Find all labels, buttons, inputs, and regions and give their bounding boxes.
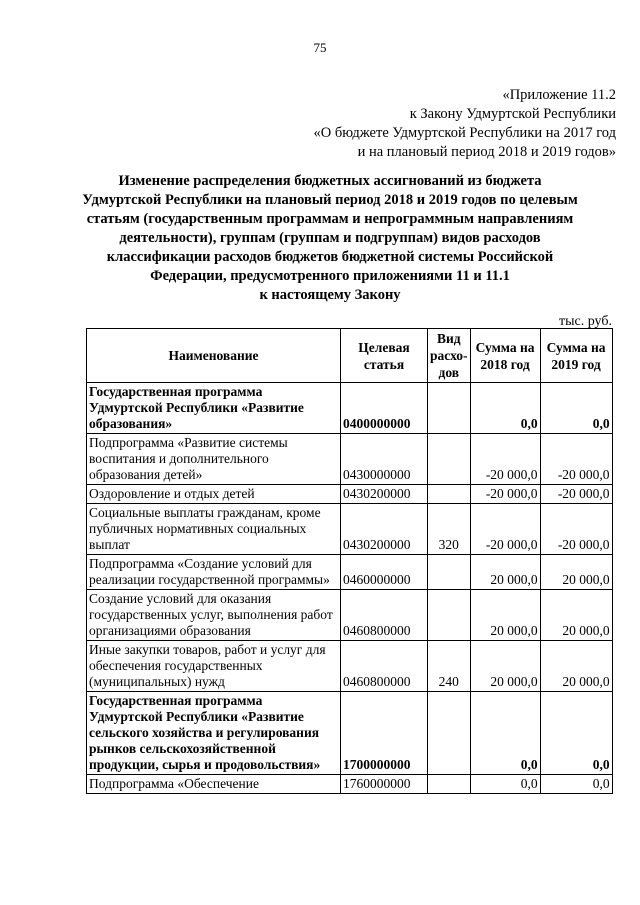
row-target: 0460800000 xyxy=(341,641,428,692)
row-target: 0430200000 xyxy=(341,504,428,555)
header-target-article: Целевая статья xyxy=(341,329,428,383)
units-label: тыс. руб. xyxy=(559,314,612,329)
row-sum-2018: 20 000,0 xyxy=(470,590,540,641)
row-name: Оздоровление и отдых детей xyxy=(87,485,341,504)
row-name: Подпрограмма «Обеспечение xyxy=(87,775,341,794)
table-header-row xyxy=(87,329,613,383)
title-line-7: к настоящему Закону xyxy=(259,287,401,303)
document-title xyxy=(80,172,580,305)
row-sum-2019: 20 000,0 xyxy=(540,555,612,590)
row-type xyxy=(428,485,471,504)
table-row xyxy=(87,383,613,434)
table-row xyxy=(87,590,613,641)
row-target: 1700000000 xyxy=(341,692,428,775)
row-name: Подпрограмма «Создание условий для реализации государственной программы» xyxy=(87,555,341,590)
row-type xyxy=(428,692,471,775)
row-type xyxy=(428,434,471,485)
table-row xyxy=(87,555,613,590)
budget-table xyxy=(86,328,613,794)
appendix-line-1: «Приложение 11.2 xyxy=(502,87,616,103)
row-sum-2018: 0,0 xyxy=(470,775,540,794)
row-target: 1760000000 xyxy=(341,775,428,794)
row-sum-2019: 0,0 xyxy=(540,383,612,434)
title-line-6: Федерации, предусмотренного приложениями 11 и 11.1 xyxy=(150,268,510,284)
title-line-3: статьям (государственным программам и непрограммным направлениям xyxy=(86,211,574,227)
row-sum-2019: 20 000,0 xyxy=(540,641,612,692)
table-row xyxy=(87,434,613,485)
row-type: 320 xyxy=(428,504,471,555)
row-name: Иные закупки товаров, работ и услуг для обеспечения государственных (муниципальных) нужд xyxy=(87,641,341,692)
row-type xyxy=(428,383,471,434)
row-target: 0460000000 xyxy=(341,555,428,590)
header-sum-2019: Сумма на 2019 год xyxy=(540,329,612,383)
appendix-line-3: «О бюджете Удмуртской Республики на 2017 год xyxy=(313,125,616,141)
row-target: 0460800000 xyxy=(341,590,428,641)
appendix-reference xyxy=(314,86,616,162)
row-sum-2018: 20 000,0 xyxy=(470,641,540,692)
row-sum-2018: 20 000,0 xyxy=(470,555,540,590)
row-sum-2018: -20 000,0 xyxy=(470,434,540,485)
row-target: 0430000000 xyxy=(341,434,428,485)
title-line-2: Удмуртской Республики на плановый период 2018 и 2019 годов по целевым xyxy=(82,192,578,208)
row-name: Государственная программа Удмуртской Республики «Развитие сельского хозяйства и регулирования рынков сельскохозяйственной продукции, сырья и продовольствия» xyxy=(87,692,341,775)
row-target: 0400000000 xyxy=(341,383,428,434)
row-target: 0430200000 xyxy=(341,485,428,504)
row-type xyxy=(428,590,471,641)
title-line-4: деятельности), группам (группам и подгруппам) видов расходов xyxy=(119,230,541,246)
row-type xyxy=(428,775,471,794)
row-name: Государственная программа Удмуртской Республики «Развитие образования» xyxy=(87,383,341,434)
table-row xyxy=(87,692,613,775)
row-sum-2019: 0,0 xyxy=(540,775,612,794)
row-sum-2019: 20 000,0 xyxy=(540,590,612,641)
row-name: Подпрограмма «Развитие системы воспитания и дополнительного образования детей» xyxy=(87,434,341,485)
row-sum-2018: 0,0 xyxy=(470,692,540,775)
page-number: 75 xyxy=(313,40,327,55)
table-row xyxy=(87,775,613,794)
title-line-1: Изменение распределения бюджетных ассигнований из бюджета xyxy=(118,173,542,189)
row-sum-2018: -20 000,0 xyxy=(470,485,540,504)
table-row xyxy=(87,504,613,555)
row-type xyxy=(428,555,471,590)
header-expense-type: Вид расхо- дов xyxy=(428,329,471,383)
table-row xyxy=(87,485,613,504)
row-sum-2018: 0,0 xyxy=(470,383,540,434)
row-sum-2019: -20 000,0 xyxy=(540,485,612,504)
table-row xyxy=(87,641,613,692)
title-line-5: классификации расходов бюджетов бюджетной системы Российской xyxy=(106,249,554,265)
row-sum-2019: 0,0 xyxy=(540,692,612,775)
row-sum-2019: -20 000,0 xyxy=(540,504,612,555)
appendix-line-2: к Закону Удмуртской Республики xyxy=(409,106,616,122)
row-sum-2018: -20 000,0 xyxy=(470,504,540,555)
row-sum-2019: -20 000,0 xyxy=(540,434,612,485)
appendix-line-4: и на плановый период 2018 и 2019 годов» xyxy=(357,144,616,160)
row-name: Создание условий для оказания государственных услуг, выполнения работ организациями образования xyxy=(87,590,341,641)
header-sum-2018: Сумма на 2018 год xyxy=(470,329,540,383)
row-name: Социальные выплаты гражданам, кроме публичных нормативных социальных выплат xyxy=(87,504,341,555)
header-name: Наименование xyxy=(87,329,341,383)
row-type: 240 xyxy=(428,641,471,692)
